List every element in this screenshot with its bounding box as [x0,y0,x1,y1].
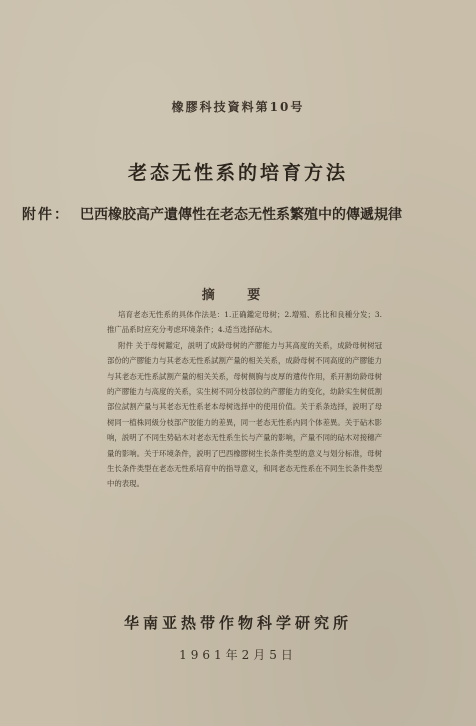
document-title: 老态无性系的培育方法 [127,162,348,184]
document-subtitle [22,204,462,224]
series-label: 橡膠科技資料第10号 [171,100,305,114]
publication-date: 1961年2月5日 [179,648,297,662]
abstract-paragraph: 培育老态无性系的具体作法是：1.正确鑑定母树；2.增殖、系比和良種分发；3.推广品系时应充分考虑环境条件；4.适当选择砧木。 [107,310,382,335]
subtitle-lead: 附件： [22,207,70,223]
institute-name: 华南亚热带作物科学研究所 [123,614,352,632]
subtitle-text: 巴西橡胶高产遺傳性在老态无性系繁殖中的傳遞規律 [80,207,402,223]
abstract-body [107,307,382,492]
abstract-heading: 摘 要 [201,288,275,303]
abstract-paragraph: 附件 关于母树鑑定，説明了成龄母树的产膠能力与其高度的关系，成龄母树树冠部份的产膠能力与其老态无性系試割产量的相关关系，成龄母树不同高度的产膠能力与其老态无性系試割产量的相关关系，母树侧胸与皮厚的遺传作用，系开割幼龄母树的产膠能力与高度的关系，实生树不同分枝部位的产膠能力的变化，幼龄实生树低割部位試割产量与其老态无性系老本母树选择中的使用价值。关于系条选择，説明了母树同一植株同級分枝部产胶能力的差異，同一老态无性系内同个体差異。关于砧木影响，説明了不同生势砧木对老态无性系生长与产量的影响，产量不同的砧木对接穗产量的影响。关于环境条件，説明了巴西橡膠树生长条件类型的意义与划分标准，母树生长条件类型在老态无性系培育中的指导意义，和同老态无性系在不同生长条件类型中的表現。 [107,340,382,489]
